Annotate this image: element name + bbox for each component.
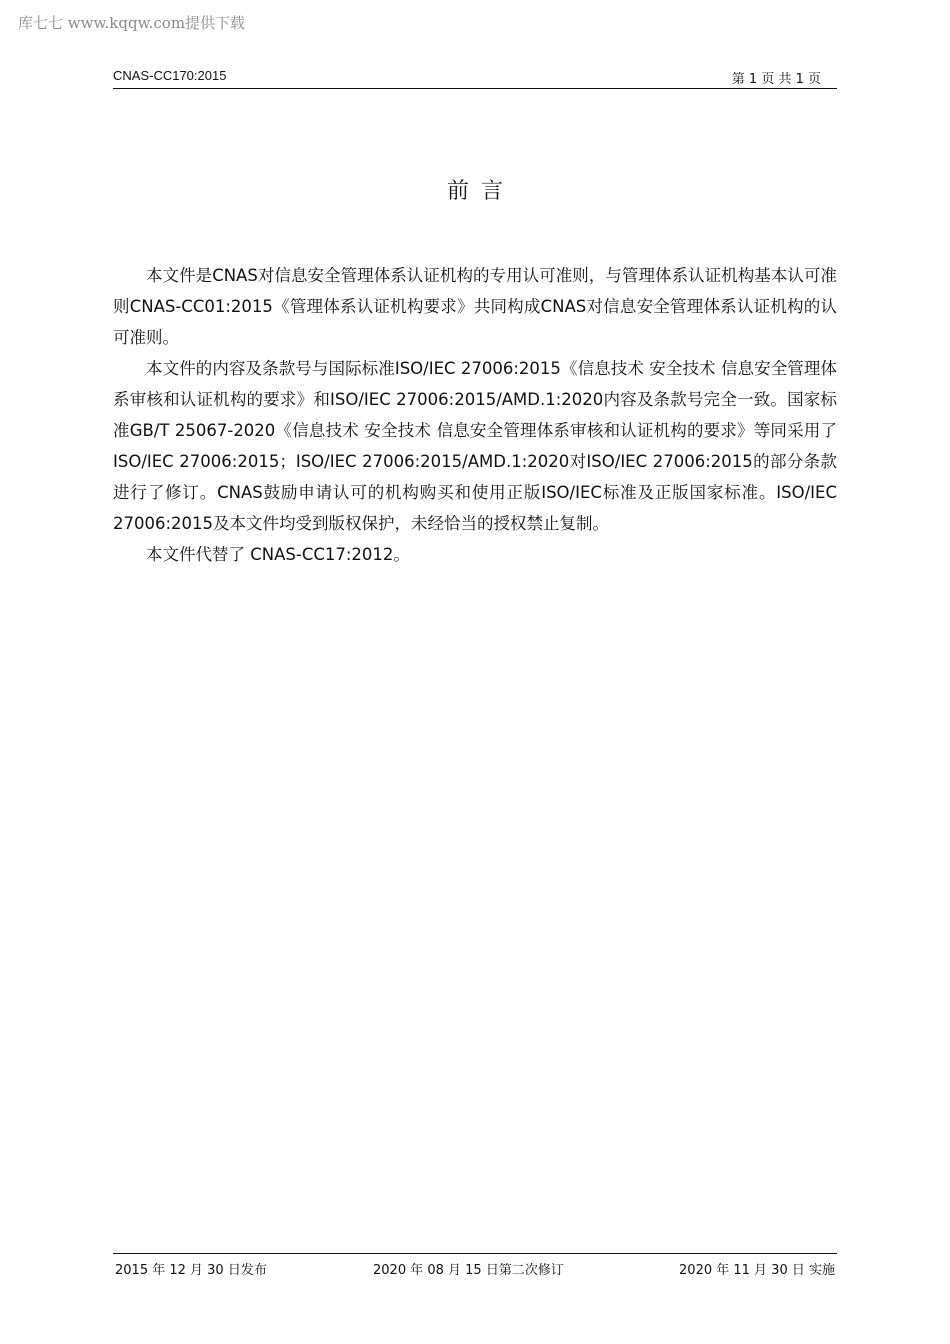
page-title: 前言: [446, 179, 515, 204]
implementation-date: 2020 年 11 月 30 日 实施: [679, 1263, 835, 1278]
page-number: 第 1 页 共 1 页: [731, 72, 821, 87]
revision-date: 2020 年 08 月 15 日第二次修订: [373, 1263, 564, 1278]
paragraph-3: 本文件代替了 CNAS-CC17:2012。: [146, 545, 410, 564]
page-header: [113, 66, 837, 89]
document-body: [113, 260, 837, 570]
watermark: 库七七 www.kqqw.com提供下载: [18, 14, 246, 32]
document-code: CNAS-CC170:2015: [113, 68, 227, 83]
paragraph-1: 本文件是CNAS对信息安全管理体系认证机构的专用认可准则，与管理体系认证机构基本认可准则CNAS-CC01:2015《管理体系认证机构要求》共同构成CNAS对信息安全管理体系认证机构的认可准则。: [113, 266, 837, 347]
page-footer: [113, 1253, 837, 1278]
paragraph-2: 本文件的内容及条款号与国际标准ISO/IEC 27006:2015《信息技术 安全技术 信息安全管理体系审核和认证机构的要求》和ISO/IEC 27006:2015/AMD.1:2020内容及条款号完全一致。国家标准GB/T 25067-2020《信息技术 安全技术 信息安全管理体系审核和认证机构的要求》等同采用了ISO/IEC 27006:2015；ISO/IEC 27006:2015/AMD.1:2020对ISO/IEC 27006:2015的部分条款进行了修订。CNAS鼓励申请认可的机构购买和使用正版ISO/IEC标准及正版国家标准。ISO/IEC 27006:2015及本文件均受到版权保护，未经恰当的授权禁止复制。: [113, 359, 837, 533]
publish-date: 2015 年 12 月 30 日发布: [115, 1263, 267, 1278]
